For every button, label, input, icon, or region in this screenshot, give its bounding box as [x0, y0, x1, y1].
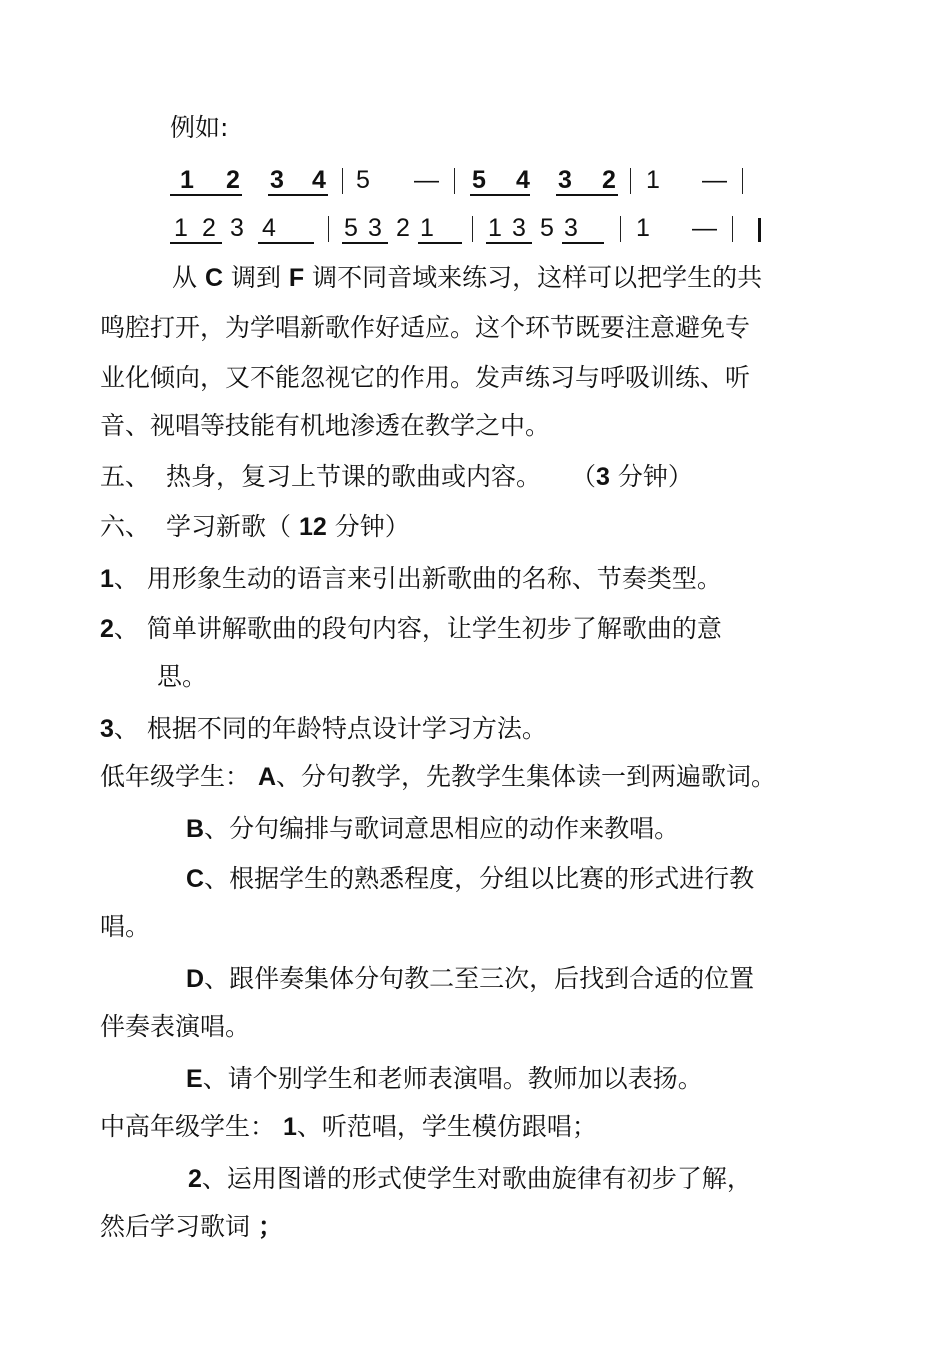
mid-grade-2-continued: 然后学习歌词 ； — [100, 1212, 283, 1241]
score-note: 4 — [516, 166, 530, 194]
score-dash: — — [702, 166, 727, 194]
paragraph-line: 从 C 调到 F 调不同音域来练习，这样可以把学生的共 — [172, 263, 763, 292]
score-note: 1 — [174, 214, 188, 242]
score-row-2 — [170, 214, 770, 250]
low-grade-d-continued: 伴奏表演唱。 — [100, 1012, 251, 1041]
underline — [258, 242, 314, 244]
barline — [454, 168, 455, 194]
score-note: 3 — [368, 214, 382, 242]
list-item: 1、 用形象生动的语言来引出新歌曲的名称、节奏类型。 — [100, 564, 722, 593]
mid-grade-1: 中高年级学生： 1、听范唱，学生模仿跟唱； — [100, 1112, 597, 1141]
score-note: 1 — [180, 166, 194, 194]
list-item-continued: 思。 — [157, 662, 208, 691]
barline — [630, 168, 631, 194]
score-note: 1 — [646, 166, 660, 194]
underline — [470, 194, 530, 196]
barline — [732, 216, 733, 242]
score-note: 4 — [262, 214, 276, 242]
example-label: 例如: — [170, 113, 229, 142]
underline — [556, 194, 618, 196]
underline — [418, 242, 462, 244]
low-grade-a: 低年级学生： A、分句教学，先教学生集体读一到两遍歌词。 — [100, 762, 777, 791]
underline — [342, 242, 388, 244]
final-barline — [758, 218, 761, 242]
paragraph-line: 音、视唱等技能有机地渗透在教学之中。 — [100, 411, 551, 440]
score-dash: — — [414, 166, 439, 194]
score-note: 5 — [356, 166, 370, 194]
score-note: 4 — [312, 166, 326, 194]
score-row-1 — [170, 166, 770, 202]
score-note: 5 — [472, 166, 486, 194]
score-note: 3 — [558, 166, 572, 194]
underline — [170, 242, 222, 244]
score-note: 3 — [270, 166, 284, 194]
mid-grade-2: 2、运用图谱的形式使学生对歌曲旋律有初步了解， — [188, 1164, 752, 1193]
score-note: 3 — [564, 214, 578, 242]
score-note: 1 — [420, 214, 434, 242]
score-note: 3 — [512, 214, 526, 242]
barline — [742, 168, 743, 194]
score-note: 1 — [488, 214, 502, 242]
paragraph-line: 业化倾向，又不能忽视它的作用。发声练习与呼吸训练、听 — [100, 363, 751, 392]
paragraph-line: 鸣腔打开，为学唱新歌作好适应。这个环节既要注意避免专 — [100, 313, 751, 342]
score-note: 2 — [226, 166, 240, 194]
section-5: 五、 热身，复习上节课的歌曲或内容。 （3 分钟） — [100, 462, 693, 491]
underline — [562, 242, 604, 244]
underline — [486, 242, 532, 244]
low-grade-c-continued: 唱。 — [100, 912, 151, 941]
underline — [170, 194, 242, 196]
barline — [472, 216, 473, 242]
barline — [328, 216, 329, 242]
low-grade-b: B、分句编排与歌词意思相应的动作来教唱。 — [186, 814, 680, 843]
low-grade-e: E、请个别学生和老师表演唱。教师加以表扬。 — [186, 1064, 703, 1093]
score-note: 2 — [396, 214, 410, 242]
low-grade-c: C、根据学生的熟悉程度，分组以比赛的形式进行教 — [186, 864, 755, 893]
score-note: 2 — [202, 214, 216, 242]
score-note: 1 — [636, 214, 650, 242]
barline — [342, 168, 343, 194]
low-grade-d: D、跟伴奏集体分句教二至三次，后找到合适的位置 — [186, 964, 755, 993]
score-note: 3 — [230, 214, 244, 242]
score-dash: — — [692, 214, 717, 242]
underline — [268, 194, 328, 196]
section-6: 六、 学习新歌（ 12 分钟） — [100, 512, 410, 541]
barline — [620, 216, 621, 242]
list-item: 2、 简单讲解歌曲的段句内容，让学生初步了解歌曲的意 — [100, 614, 722, 643]
list-item: 3、 根据不同的年龄特点设计学习方法。 — [100, 714, 547, 743]
score-note: 2 — [602, 166, 616, 194]
score-note: 5 — [344, 214, 358, 242]
score-note: 5 — [540, 214, 554, 242]
